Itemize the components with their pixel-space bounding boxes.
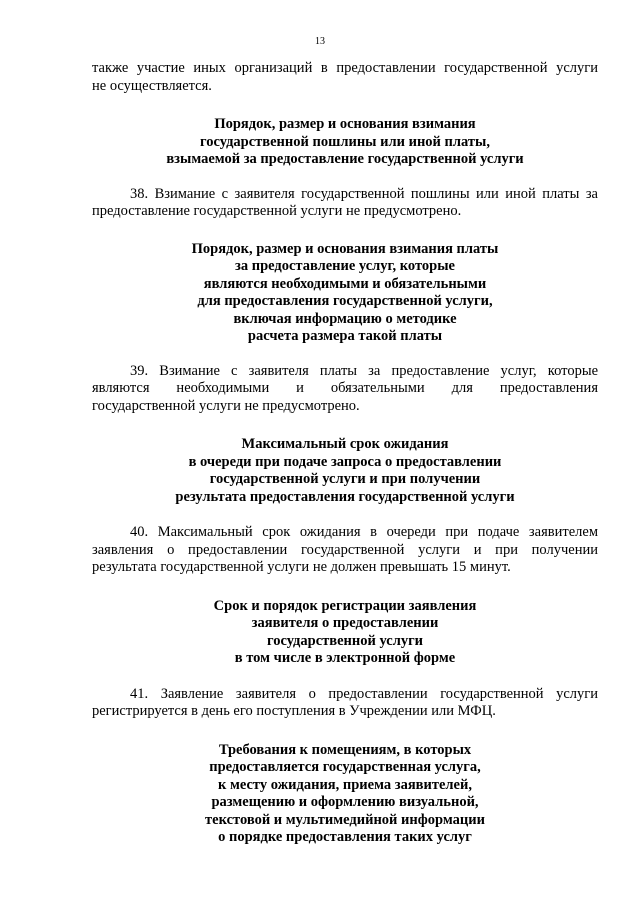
- heading-line: к месту ожидания, приема заявителей,: [218, 776, 472, 793]
- heading-line: заявителя о предоставлении: [251, 615, 439, 631]
- continuation-paragraph: [92, 60, 598, 95]
- paragraph-line: заявления о предоставлении государственной услуги и при получении: [92, 541, 598, 558]
- spacer: [92, 415, 598, 436]
- spacer: [92, 169, 598, 186]
- spacer: [92, 721, 598, 742]
- paragraph-line: 39. Взимание с заявителя платы за предоставление услуг, которые: [130, 362, 598, 379]
- spacer: [92, 221, 598, 241]
- heading-line: в том числе в электронной форме: [234, 650, 456, 666]
- spacer: [92, 668, 598, 686]
- heading-line: о порядке предоставления таких услуг: [218, 829, 472, 845]
- heading-line: государственной пошлины или иной платы,: [200, 133, 490, 150]
- paragraph-line: предоставление государственной услуги не предусмотрено.: [92, 203, 462, 219]
- heading-line: предоставляется государственная услуга,: [209, 759, 481, 775]
- heading-line: текстовой и мультимедийной информации: [205, 811, 485, 828]
- spacer: [92, 506, 598, 524]
- paragraph-38: [92, 186, 598, 221]
- heading-line: государственной услуги: [266, 632, 424, 649]
- section-heading-premises: [92, 742, 598, 847]
- paragraph-41: [92, 686, 598, 721]
- heading-line: Порядок, размер и основания взимания: [214, 116, 476, 132]
- paragraph-line: 40. Максимальный срок ожидания в очереди при подаче заявителем: [130, 524, 598, 540]
- paragraph-line: также участие иных организаций в предоставлении государственной услуги: [92, 60, 598, 76]
- heading-line: включая информацию о методике: [233, 310, 457, 327]
- heading-line: в очереди при подаче запроса о предоставлении: [188, 453, 502, 470]
- heading-line: государственной услуги и при получении: [209, 471, 481, 487]
- paragraph-line: 38. Взимание с заявителя государственной пошлины или иной платы за: [130, 185, 598, 202]
- section-heading-fee: [92, 116, 598, 169]
- paragraph-line: результата государственной услуги не должен превышать 15 минут.: [92, 559, 511, 575]
- spacer: [92, 95, 598, 116]
- paragraph-40: [92, 524, 598, 577]
- section-heading-payment: [92, 241, 598, 346]
- spacer: [92, 577, 598, 598]
- page-number: 13: [315, 36, 325, 47]
- heading-line: за предоставление услуг, которые: [235, 258, 455, 274]
- heading-line: размещению и оформлению визуальной,: [211, 794, 479, 810]
- section-heading-waiting: [92, 436, 598, 506]
- paragraph-39: [92, 363, 598, 416]
- paragraph-line: не осуществляется.: [92, 77, 212, 94]
- paragraph-line: являются необходимыми и обязательными для предоставления: [92, 380, 598, 396]
- section-heading-registration: [92, 598, 598, 668]
- paragraph-line: государственной услуги не предусмотрено.: [92, 397, 360, 414]
- heading-line: Порядок, размер и основания взимания платы: [191, 240, 499, 257]
- heading-line: Максимальный срок ожидания: [241, 436, 449, 452]
- heading-line: Требования к помещениям, в которых: [218, 741, 472, 758]
- heading-line: являются необходимыми и обязательными: [203, 275, 487, 292]
- heading-line: взымаемой за предоставление государственной услуги: [166, 151, 524, 167]
- page-content: [92, 60, 598, 847]
- heading-line: расчета размера такой платы: [247, 328, 443, 344]
- heading-line: для предоставления государственной услуги,: [197, 293, 493, 309]
- paragraph-line: регистрируется в день его поступления в Учреждении или МФЦ.: [92, 703, 496, 719]
- heading-line: результата предоставления государственной услуги: [175, 488, 515, 505]
- spacer: [92, 346, 598, 363]
- paragraph-line: 41. Заявление заявителя о предоставлении государственной услуги: [130, 685, 598, 702]
- heading-line: Срок и порядок регистрации заявления: [213, 597, 477, 614]
